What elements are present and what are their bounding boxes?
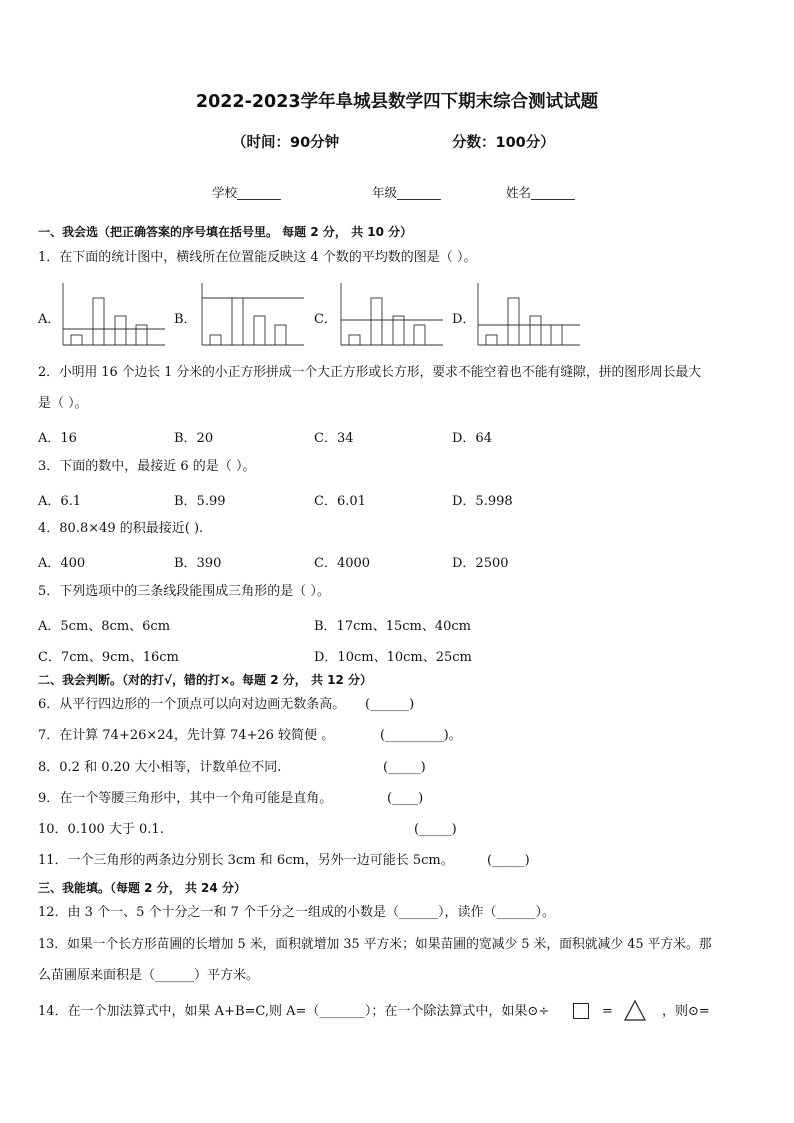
q1-chart-d bbox=[476, 283, 580, 347]
question-2-line1: 2．小明用 16 个边长 1 分米的小正方形拼成一个大正方形或长方形，要求不能空着也不能有缝隙，拼的图形周长最大 bbox=[38, 365, 702, 380]
question-14: 14．在一个加法算式中，如果 A+B=C,则 A=（_______）；在一个除法算式中，如果⊙÷ bbox=[38, 1004, 550, 1019]
q4-option-b[interactable]: B．390 bbox=[174, 556, 222, 571]
question-13-line1: 13．如果一个长方形苗圃的长增加 5 米，面积就增加 35 平方米；如果苗圃的宽减少 5 米，面积就减少 45 平方米。那 bbox=[38, 937, 712, 952]
question-3: 3．下面的数中，最接近 6 的是（ ）。 bbox=[38, 459, 256, 474]
q3-option-a[interactable]: A．6.1 bbox=[38, 494, 82, 509]
q4-option-c[interactable]: C．4000 bbox=[314, 556, 371, 571]
question-13-line2: 么苗圃原来面积是（______）平方米。 bbox=[38, 968, 260, 983]
q1-option-b-label: B． bbox=[174, 312, 197, 327]
q5-option-c[interactable]: C．7cm、9cm、16cm bbox=[38, 650, 179, 665]
q2-option-c[interactable]: C．34 bbox=[314, 431, 354, 446]
grade-field[interactable]: 年级_______ bbox=[372, 185, 441, 200]
q5-option-d[interactable]: D．10cm、10cm、25cm bbox=[314, 650, 472, 665]
q8-answer-blank[interactable]: (_____) bbox=[383, 760, 426, 775]
q1-chart-a bbox=[61, 283, 165, 347]
exam-time: （时间：90分钟 bbox=[232, 135, 340, 151]
question-8: 8．0.2 和 0.20 大小相等，计数单位不同. bbox=[38, 760, 282, 775]
q9-answer-blank[interactable]: (____) bbox=[387, 791, 424, 806]
q2-option-d[interactable]: D．64 bbox=[452, 431, 492, 446]
q1-chart-b bbox=[200, 283, 304, 347]
page-title: 2022-2023学年阜城县数学四下期末综合测试试题 bbox=[195, 92, 599, 112]
question-2-line2: 是（ ）。 bbox=[38, 396, 88, 411]
question-1: 1．在下面的统计图中，横线所在位置能反映这 4 个数的平均数的图是（ ）。 bbox=[38, 250, 477, 265]
exam-score: 分数：100分） bbox=[452, 135, 555, 151]
q3-option-b[interactable]: B．5.99 bbox=[174, 494, 226, 509]
q14-result: ，则⊙= bbox=[662, 1004, 710, 1019]
question-7: 7．在计算 74+26×24，先计算 74+26 较简便 。 bbox=[38, 728, 335, 743]
q7-answer-blank[interactable]: (_________)。 bbox=[380, 728, 462, 743]
section2-heading: 二、我会判断。（对的打√，错的打×。每题 2 分， 共 12 分） bbox=[38, 673, 372, 687]
q2-option-a[interactable]: A．16 bbox=[38, 431, 77, 446]
question-5: 5．下列选项中的三条线段能围成三角形的是（ ）。 bbox=[38, 584, 330, 599]
q1-chart-c bbox=[339, 283, 443, 347]
question-4: 4．80.8×49 的积最接近( ). bbox=[38, 521, 204, 536]
q14-equals: = bbox=[602, 1004, 613, 1019]
q11-answer-blank[interactable]: (_____) bbox=[487, 853, 530, 868]
square-icon bbox=[573, 1003, 589, 1019]
q10-answer-blank[interactable]: (_____) bbox=[414, 822, 457, 837]
q1-option-a-label: A． bbox=[38, 312, 61, 327]
question-12: 12．由 3 个一、5 个十分之一和 7 个千分之一组成的小数是（______），读作（______）。 bbox=[38, 905, 556, 920]
name-field[interactable]: 姓名_______ bbox=[506, 185, 575, 200]
q6-answer-blank[interactable]: (______) bbox=[365, 697, 415, 712]
q3-option-c[interactable]: C．6.01 bbox=[314, 494, 366, 509]
school-field[interactable]: 学校_______ bbox=[212, 185, 281, 200]
q1-option-c-label: C． bbox=[314, 312, 337, 327]
section1-heading: 一、我会选（把正确答案的序号填在括号里。 每题 2 分， 共 10 分） bbox=[38, 225, 413, 239]
q5-option-b[interactable]: B．17cm、15cm、40cm bbox=[314, 619, 472, 634]
q4-option-a[interactable]: A．400 bbox=[38, 556, 86, 571]
triangle-icon bbox=[624, 1000, 646, 1021]
question-10: 10．0.100 大于 0.1. bbox=[38, 822, 164, 837]
q4-option-d[interactable]: D．2500 bbox=[452, 556, 509, 571]
question-6: 6．从平行四边形的一个顶点可以向对边画无数条高。 bbox=[38, 697, 346, 712]
q2-option-b[interactable]: B．20 bbox=[174, 431, 214, 446]
q3-option-d[interactable]: D．5.998 bbox=[452, 494, 513, 509]
q5-option-a[interactable]: A．5cm、8cm、6cm bbox=[38, 619, 171, 634]
section3-heading: 三、我能填。（每题 2 分， 共 24 分） bbox=[38, 881, 246, 895]
question-11: 11．一个三角形的两条边分别长 3cm 和 6cm，另外一边可能长 5cm。 bbox=[38, 853, 454, 868]
question-9: 9．在一个等腰三角形中，其中一个角可能是直角。 bbox=[38, 791, 333, 806]
q1-option-d-label: D． bbox=[452, 312, 476, 327]
